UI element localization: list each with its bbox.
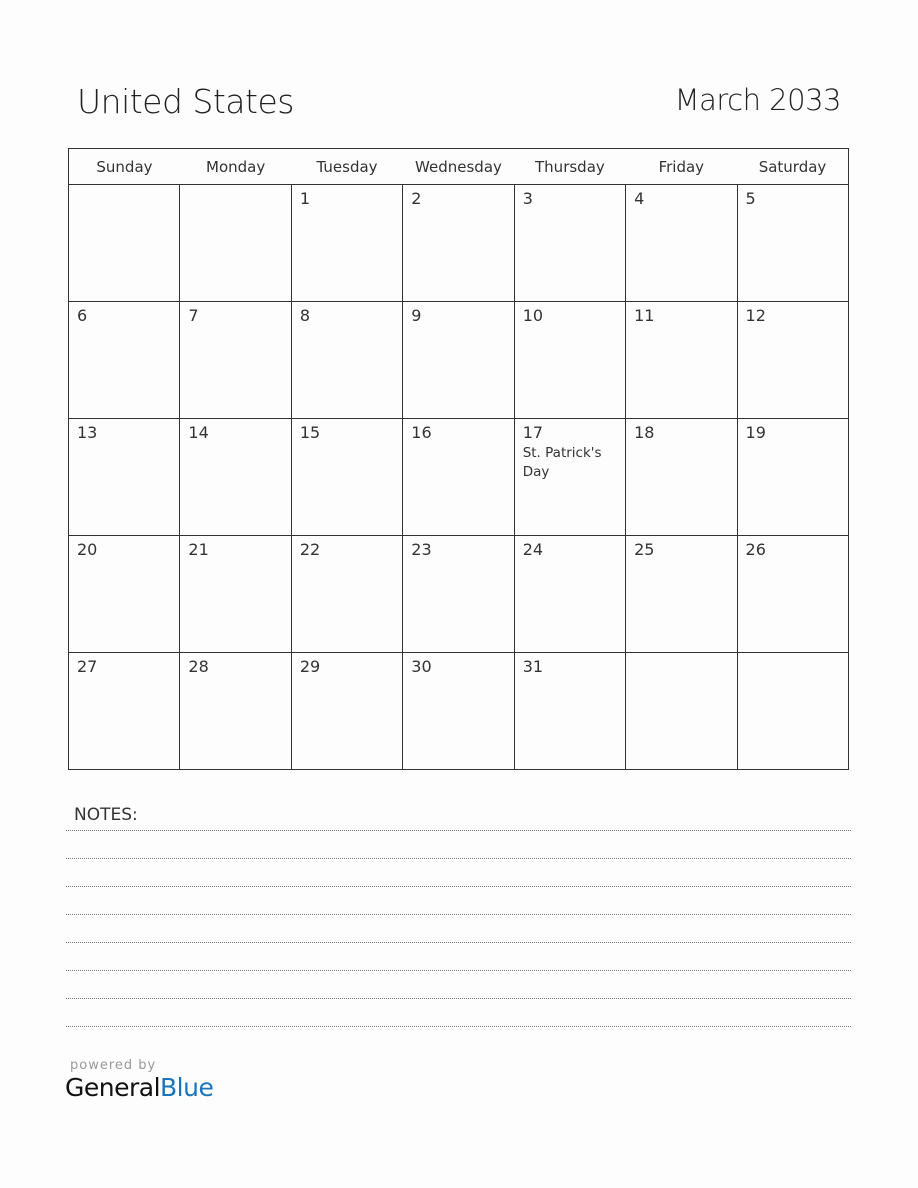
day-cell-10 (514, 302, 625, 419)
weekday-sunday: Sunday (69, 149, 180, 185)
day-number: 15 (299, 423, 321, 442)
day-cell-2 (403, 185, 514, 302)
day-number: 13 (77, 423, 98, 442)
empty-cell (180, 185, 291, 302)
day-number: 7 (188, 306, 199, 325)
week-row (69, 536, 849, 653)
notes-line (66, 886, 851, 887)
day-number: 9 (411, 306, 422, 325)
notes-line (66, 830, 851, 831)
day-cell-8 (291, 302, 402, 419)
weekday-thursday: Thursday (514, 149, 625, 185)
day-cell-26 (737, 536, 848, 653)
day-number: 27 (77, 657, 98, 676)
weekday-saturday: Saturday (737, 149, 848, 185)
day-number: 21 (188, 540, 209, 559)
day-number: 12 (745, 306, 766, 325)
day-cell-25 (626, 536, 737, 653)
day-number: 11 (634, 306, 655, 325)
day-number: 29 (299, 657, 321, 676)
week-row (69, 302, 849, 419)
day-number: 17 (522, 423, 544, 442)
notes-line (66, 970, 851, 971)
day-cell-21 (180, 536, 291, 653)
day-number: 4 (634, 189, 645, 208)
day-number: 24 (522, 540, 544, 559)
day-cell-22 (291, 536, 402, 653)
day-number: 1 (299, 189, 311, 208)
day-cell-15 (291, 419, 402, 536)
day-cell-1 (291, 185, 402, 302)
day-number: 20 (77, 540, 98, 559)
day-number: 25 (634, 540, 655, 559)
notes-line (66, 998, 851, 999)
day-number: 14 (188, 423, 209, 442)
day-number: 19 (745, 423, 766, 442)
day-cell-18 (626, 419, 737, 536)
day-cell-5 (737, 185, 848, 302)
day-number: 2 (411, 189, 422, 208)
day-cell-4 (626, 185, 737, 302)
empty-cell (69, 185, 180, 302)
day-number: 16 (411, 423, 432, 442)
week-row (69, 653, 849, 770)
brand-general: General (65, 1073, 161, 1102)
notes-label: NOTES: (74, 805, 138, 825)
month-title: March 2033 (674, 83, 841, 117)
weekday-header-row (69, 149, 849, 185)
day-number: 3 (522, 189, 533, 208)
day-number: 8 (299, 306, 311, 325)
day-number: 31 (522, 657, 544, 676)
day-cell-6 (69, 302, 180, 419)
day-number: 23 (411, 540, 432, 559)
day-cell-16 (403, 419, 514, 536)
day-number: 5 (745, 189, 756, 208)
day-cell-12 (737, 302, 848, 419)
day-cell-11 (626, 302, 737, 419)
week-row (69, 185, 849, 302)
weekday-wednesday: Wednesday (403, 149, 514, 185)
day-number: 28 (188, 657, 209, 676)
day-cell-31 (514, 653, 625, 770)
notes-line (66, 1026, 851, 1027)
calendar-grid (68, 148, 849, 770)
day-cell-7 (180, 302, 291, 419)
day-cell-23 (403, 536, 514, 653)
day-cell-29 (291, 653, 402, 770)
weekday-tuesday: Tuesday (291, 149, 402, 185)
day-cell-14 (180, 419, 291, 536)
day-cell-20 (69, 536, 180, 653)
day-cell-27 (69, 653, 180, 770)
powered-by-text: powered by (70, 1058, 157, 1073)
day-cell-9 (403, 302, 514, 419)
week-row (69, 419, 849, 536)
day-cell-28 (180, 653, 291, 770)
weekday-monday: Monday (180, 149, 291, 185)
weekday-friday: Friday (626, 149, 737, 185)
empty-cell (737, 653, 848, 770)
holiday-label: St. Patrick's Day (522, 445, 602, 480)
day-number: 18 (634, 423, 655, 442)
day-cell-13 (69, 419, 180, 536)
notes-line (66, 914, 851, 915)
day-cell-17 (514, 419, 625, 536)
day-cell-19 (737, 419, 848, 536)
day-cell-30 (403, 653, 514, 770)
country-title: United States (77, 82, 294, 121)
empty-cell (626, 653, 737, 770)
notes-line (66, 858, 851, 859)
day-number: 6 (77, 306, 88, 325)
day-number: 30 (411, 657, 432, 676)
day-number: 22 (299, 540, 321, 559)
brand-blue: Blue (160, 1073, 214, 1102)
day-number: 26 (745, 540, 766, 559)
day-cell-3 (514, 185, 625, 302)
generalblue-logo (65, 1073, 213, 1102)
notes-line (66, 942, 851, 943)
day-cell-24 (514, 536, 625, 653)
day-number: 10 (522, 306, 544, 325)
